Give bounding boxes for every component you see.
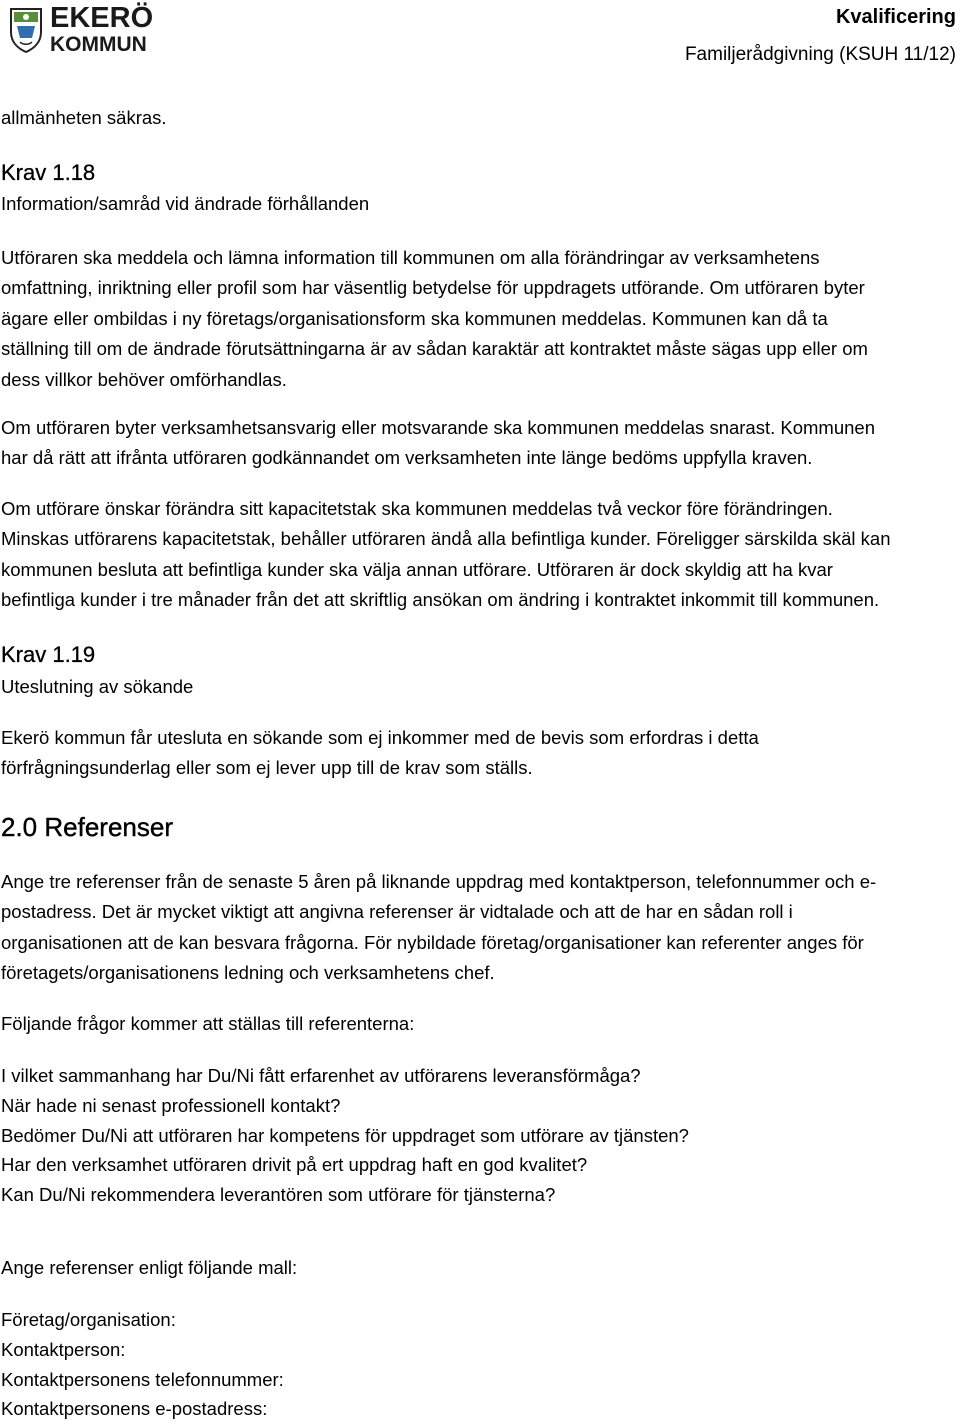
- question-item: Har den verksamhet utföraren drivit på ert uppdrag haft en god kvalitet?: [1, 1154, 588, 1176]
- paragraph-line: organisationen att de kan besvara frågorna. För nybildade företag/organisationer kan referenter anges för: [1, 931, 864, 953]
- krav-1-18-subheading: Information/samråd vid ändrade förhållanden: [1, 193, 370, 214]
- paragraph-line: Om utförare önskar förändra sitt kapacitetstak ska kommunen meddelas två veckor före förändringen.: [1, 498, 833, 519]
- header-subtitle: Familjerådgivning (KSUH 11/12): [684, 44, 956, 65]
- krav-1-19-heading: Krav 1.19: [1, 642, 96, 667]
- template-field-label: Kontaktpersonens telefonnummer:: [1, 1368, 284, 1390]
- template-field-label: Företag/organisation:: [1, 1309, 176, 1330]
- krav-1-18-paragraph-3: [1, 494, 959, 616]
- paragraph-line: företagets/organisationens ledning och verksamhetens chef.: [1, 962, 495, 984]
- paragraph-line: dess villkor behöver omförhandlas.: [1, 368, 287, 390]
- reference-template-fields: [1, 1305, 959, 1424]
- header-title: Kvalificering: [835, 6, 956, 28]
- paragraph-line: ställning till om de ändrade förutsättningarna är av sådan karaktär att kontraktet måste sägas upp eller om: [1, 338, 868, 360]
- paragraph-line: Om utföraren byter verksamhetsansvarig eller motsvarande ska kommunen meddelas snarast. Kommunen: [1, 417, 875, 438]
- municipality-logo: [8, 4, 153, 55]
- template-field-label: Kontaktpersonens e-postadress:: [1, 1398, 268, 1420]
- question-item: När hade ni senast professionell kontakt?: [1, 1094, 341, 1116]
- intro-text: allmänheten säkras.: [1, 107, 167, 128]
- question-item: Kan Du/Ni rekommendera leverantören som utförare för tjänsterna?: [1, 1184, 556, 1206]
- krav-1-18-paragraph-1: [1, 243, 959, 395]
- krav-1-18-heading: Krav 1.18: [1, 160, 96, 185]
- krav-1-19-paragraph-1: [1, 723, 959, 784]
- question-item: I vilket sammanhang har Du/Ni fått erfarenhet av utförarens leveransförmåga?: [1, 1065, 641, 1086]
- paragraph-line: postadress. Det är mycket viktigt att angivna referenser är vidtalade och att de har en sådan roll i: [1, 901, 793, 923]
- section-2-heading: 2.0 Referenser: [1, 812, 173, 842]
- paragraph-line: Ange tre referenser från de senaste 5 åren på liknande uppdrag med kontaktperson, telefonnummer och e-: [1, 871, 877, 892]
- paragraph-line: ägare eller ombildas i ny företags/organisationsform ska kommunen meddelas. Kommunen kan då ta: [1, 307, 828, 329]
- paragraph-line: kommunen besluta att befintliga kunder ska välja annan utförare. Utföraren är dock skyldig att ha kvar: [1, 558, 833, 580]
- section-2-paragraph-1: [1, 867, 959, 989]
- question-item: Bedömer Du/Ni att utföraren har kompetens för uppdraget som utförare av tjänsten?: [1, 1124, 689, 1146]
- coat-of-arms-icon: [8, 6, 44, 54]
- logo-text-line1: EKERÖ: [50, 2, 154, 34]
- krav-1-19-subheading: Uteslutning av sökande: [1, 676, 194, 697]
- paragraph-line: Minskas utförarens kapacitetstak, behåller utföraren ändå alla befintliga kunder. Föreligger särskilda skäl kan: [1, 528, 891, 550]
- reference-questions-list: [1, 1061, 959, 1210]
- paragraph-line: befintliga kunder i tre månader från det att skriftlig ansökan om ändring i kontraktet inkommit till kommunen.: [1, 589, 880, 611]
- paragraph-line: förfrågningsunderlag eller som ej lever upp till de krav som ställs.: [1, 757, 533, 779]
- paragraph-line: Ekerö kommun får utesluta en sökande som ej inkommer med de bevis som erfordras i detta: [1, 727, 759, 748]
- template-intro: Ange referenser enligt följande mall:: [1, 1257, 298, 1278]
- questions-intro: Följande frågor kommer att ställas till referenterna:: [1, 1013, 415, 1034]
- paragraph-line: har då rätt att ifrånta utföraren godkännandet om verksamheten inte länge bedöms uppfylla kraven.: [1, 447, 813, 469]
- paragraph-line: omfattning, inriktning eller profil som har väsentlig betydelse för uppdragets utförande. Om utföraren byter: [1, 277, 865, 299]
- template-field-label: Kontaktperson:: [1, 1338, 126, 1360]
- krav-1-18-paragraph-2: [1, 413, 959, 474]
- logo-text-line2: KOMMUN: [50, 33, 147, 56]
- paragraph-line: Utföraren ska meddela och lämna information till kommunen om alla förändringar av verksamhetens: [1, 247, 820, 268]
